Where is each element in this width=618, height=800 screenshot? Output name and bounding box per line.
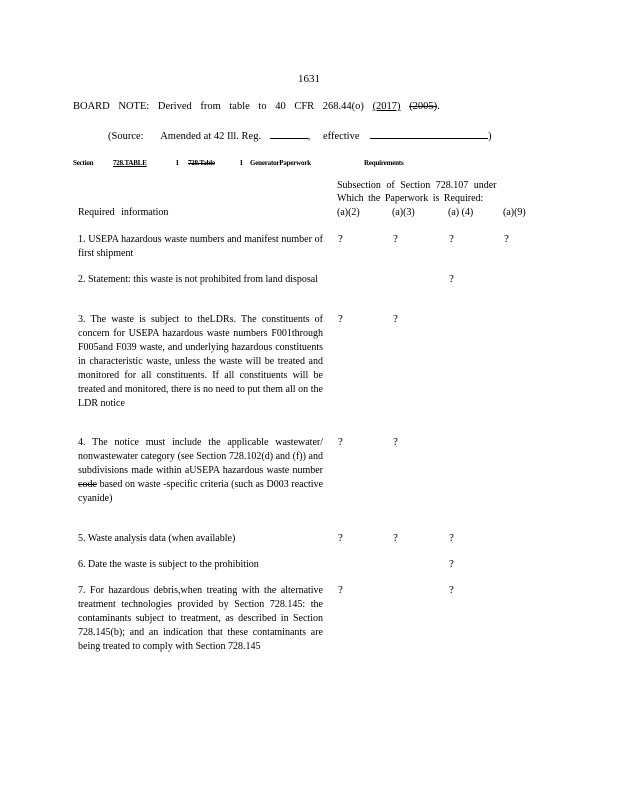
col-a9: (a)(9) xyxy=(503,207,526,218)
table-row-2-text: 2. Statement: this waste is not prohibited from land disposal xyxy=(78,274,318,285)
mark-row-5-a4: ? xyxy=(449,532,454,544)
source-amended: Amended at 42 Ill. Reg. xyxy=(160,131,262,142)
table-row-6-text: 6. Date the waste is subject to the prohibition xyxy=(78,559,259,570)
register-blank xyxy=(270,127,308,139)
mark-row-7-a4: ? xyxy=(449,584,454,596)
column-header-line2: Which the Paperwork is Required: xyxy=(337,193,484,204)
mark-row-3-a3: ? xyxy=(393,313,398,325)
col-a2: (a)(2) xyxy=(337,207,360,218)
row-4-text-b: based on waste -specific criteria (such as D003 reactive cyanide) xyxy=(78,479,324,504)
mark-row-7-a2: ? xyxy=(338,584,343,596)
table-row-7-text: 7. For hazardous debris,when treating with the alternative treatment technologies provided by Section 728.145: the contaminants subject to treatment, as described in Section 728.145(b); and an indication that these contaminants are being treated to comply with Section 728.145 xyxy=(78,585,323,652)
heading-section: Section xyxy=(73,159,94,167)
mark-row-1-a3: ? xyxy=(393,233,398,245)
row-4-text-a: 4. The notice must include the applicable wastewater/ nonwastewater category (see Section 728.102(d) and (f)) and subdivisions made within aUSEPA hazardous waste number xyxy=(78,437,323,476)
table-row-1-text: 1. USEPA hazardous waste numbers and manifest number of first shipment xyxy=(78,234,323,259)
mark-row-4-a3: ? xyxy=(393,436,398,448)
col-a3: (a)(3) xyxy=(392,207,415,218)
heading-i-1: I xyxy=(176,159,179,167)
mark-row-5-a2: ? xyxy=(338,532,343,544)
mark-row-1-a9: ? xyxy=(504,233,509,245)
board-note xyxy=(73,100,440,114)
mark-row-1-a2: ? xyxy=(338,233,343,245)
column-header xyxy=(337,179,517,205)
mark-row-2-a4: ? xyxy=(449,273,454,285)
mark-row-4-a2: ? xyxy=(338,436,343,448)
heading-table-new: 728.TABLE xyxy=(113,159,147,167)
source-open: (Source: xyxy=(108,131,144,142)
source-effective: effective xyxy=(322,131,360,142)
mark-row-3-a2: ? xyxy=(338,313,343,325)
table-row-3-text: 3. The waste is subject to theLDRs. The constituents of concern for USEPA hazardous waste numbers F001through F005and F039 waste, and underlying hazardous constituents in characteristic waste, unless the waste will be treated and monitored for all constituents. If all constituents will be treated and monitored, there is no need to put them all on the LDR notice xyxy=(78,314,323,409)
heading-table-old: 728.Table xyxy=(188,159,215,167)
mark-row-1-a4: ? xyxy=(449,233,454,245)
table-row-5-text: 5. Waste analysis data (when available) xyxy=(78,533,236,544)
year-inserted: (2017) xyxy=(372,101,401,112)
page-number: 1631 xyxy=(298,73,320,85)
column-header-line1: Subsection of Section 728.107 under xyxy=(337,180,497,191)
board-note-text: BOARD NOTE: Derived from table to 40 CFR 268.44(o) xyxy=(73,101,364,112)
source-close: ) xyxy=(488,131,492,142)
year-deleted: (2005) xyxy=(409,101,438,112)
board-note-period: . xyxy=(437,101,440,112)
mark-row-5-a3: ? xyxy=(393,532,398,544)
table-row-4-text xyxy=(78,436,323,506)
source-line: (Source: Amended at 42 Ill. Reg. , effective ) xyxy=(108,127,492,144)
required-information-label: Required information xyxy=(78,207,169,218)
heading-i-2: I xyxy=(240,159,243,167)
row-4-struck-word: code xyxy=(78,479,97,490)
heading-requirements: Requirements xyxy=(364,159,404,167)
mark-row-6-a4: ? xyxy=(449,558,454,570)
heading-title: GeneratorPaperwork xyxy=(250,159,311,167)
effective-date-blank xyxy=(370,127,488,139)
col-a4: (a) (4) xyxy=(448,207,474,218)
